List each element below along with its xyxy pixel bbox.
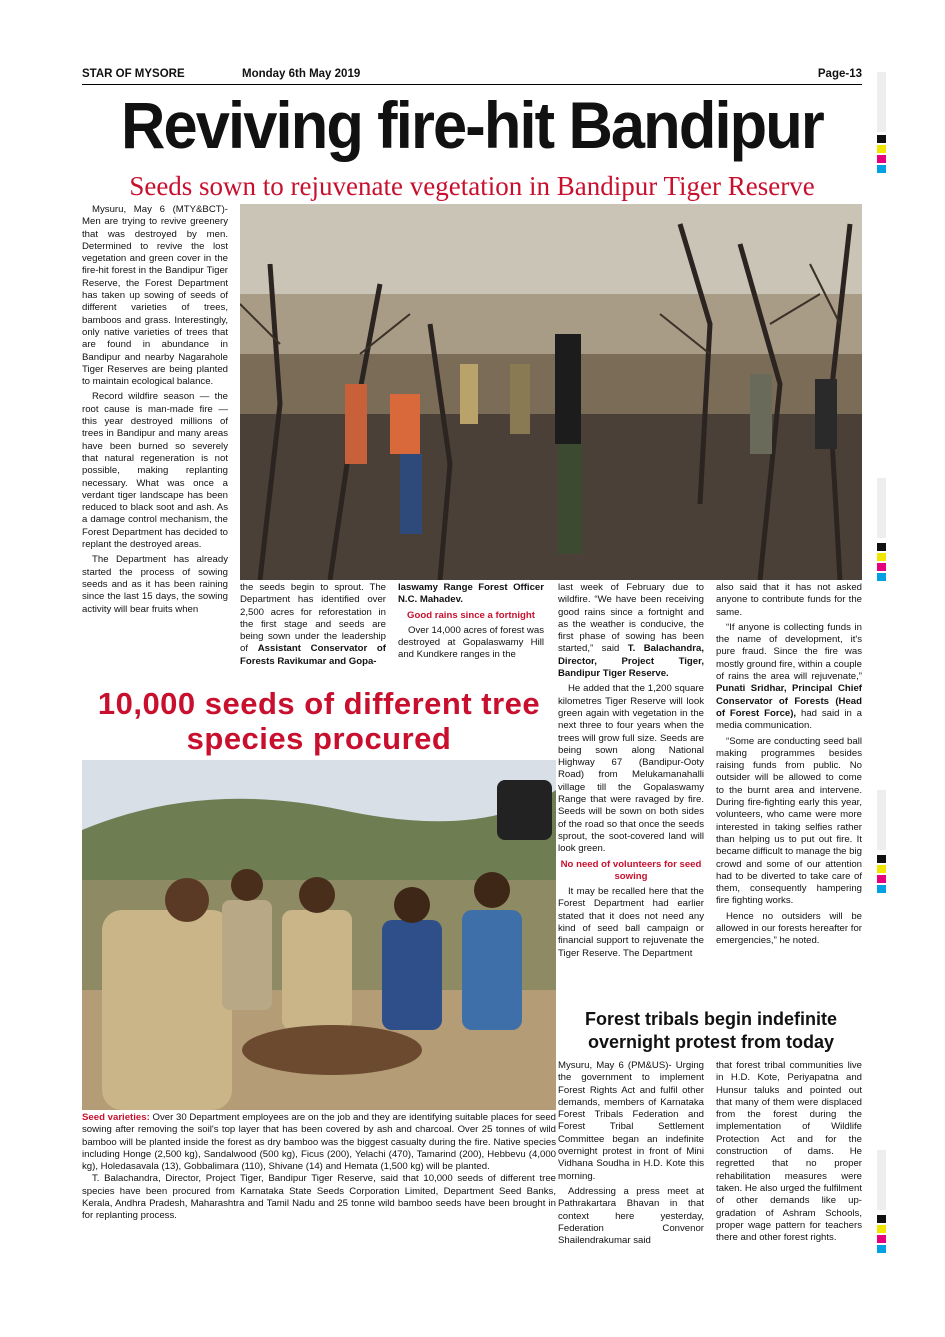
- tribal-column-1: [558, 1060, 704, 1250]
- photo-caption: [82, 1112, 556, 1223]
- article-paragraph: laswamy Range Forest Officer N.C. Mahadev.: [398, 582, 544, 606]
- sub-headline: Seeds sown to rejuvenate vegetation in Bandipur Tiger Reserve: [129, 171, 815, 201]
- article-paragraph: that forest tribal communities live in H.D. Kote, Periyapatna and Hunsur taluks and pointed out that many of them were displaced from the forest during the implementation of Wildlife Protection Act and for the construction of dams. He regretted that no proper rehabilitation measures were taken. He also urged the fulfilment of other demands like up-gradation of Ashram Schools, proper wage pattern for teachers there and other forest rights.: [716, 1060, 862, 1244]
- registration-bar: [877, 553, 886, 561]
- registration-bar: [877, 1215, 886, 1223]
- registration-bar: [877, 875, 886, 883]
- registration-bar: [877, 563, 886, 571]
- article-column-4: [558, 582, 704, 963]
- issue-date: Monday 6th May 2019: [242, 68, 361, 80]
- registration-bar: [877, 1245, 886, 1253]
- article-paragraph: also said that it has not asked anyone to contribute funds for the same.: [716, 582, 862, 618]
- registration-bar: [877, 855, 886, 863]
- article-column-1: [82, 204, 228, 619]
- registration-bar: [877, 165, 886, 173]
- registration-bar: [877, 790, 886, 850]
- registration-bar: [877, 1150, 886, 1210]
- registration-bar: [877, 478, 886, 538]
- article-column-5: [716, 582, 862, 951]
- burnt-forest-illustration: [240, 204, 862, 580]
- article-paragraph: last week of February due to wildfire. “We have been receiving good rains since a fortnight and as the weather is conducive, the first phase of sowing has been started,” said T. Balachandra, Director, Project Tiger, Bandipur Tiger Reserve.: [558, 582, 704, 680]
- article-column-2: [240, 582, 386, 671]
- registration-bar: [877, 155, 886, 163]
- second-headline: 10,000 seeds of different tree species procured: [97, 686, 541, 756]
- main-headline: Reviving fire-hit Bandipur: [121, 88, 823, 162]
- article-paragraph: Mysuru, May 6 (PM&US)- Urging the government to implement Forest Rights Act and fulfil other demands, members of Karnataka Forest Tribals Federation and Forest Tribal Settlement Committee began an indefinite overnight protest in front of Mini Vidhana Soudha in H.D. Kote this morning.: [558, 1060, 704, 1182]
- registration-bar: [877, 865, 886, 873]
- article-paragraph: the seeds begin to sprout. The Department has identified over 2,500 acres for reforestation in the first stage and seeds are being sown under the leadership of Assistant Conservator of Forests Ravikumar and Gopa-: [240, 582, 386, 667]
- article-paragraph: “If anyone is collecting funds in the name of development, it's pure fraud. Since the fire was mostly ground fire, within a couple of rains the area will rejuvenate,” Punati Sridhar, Principal Chief Conservator of Forests (Head of Forest Force), had said in a media communication.: [716, 621, 862, 732]
- registration-bar: [877, 1235, 886, 1243]
- caption-label: Seed varieties:: [82, 1112, 150, 1123]
- forest-workers-photo: [240, 204, 862, 580]
- article-paragraph: Addressing a press meet at Pathrakartara Bhavan in that context here yesterday, Federation Convenor Shailendrakumar said: [558, 1185, 704, 1247]
- page-number: Page-13: [817, 68, 862, 80]
- article-column-3: [398, 582, 544, 665]
- sub-heading: Good rains since a fortnight: [407, 609, 535, 621]
- article-paragraph: “Some are conducting seed ball making programmes besides raising funds from public. No outsider will be allowed to come to the burnt area and intervene. During fire-fighting early this year, volunteers, who came were more interested in taking selfies rather than helping us to put out fire. It became difficult to manage the big crowd and some of our attention had to be diverted to take care of them, consequently hampering fire fighting works.: [716, 735, 862, 907]
- article-paragraph: Mysuru, May 6 (MTY&BCT)- Men are trying to revive greenery that was destroyed by men. Determined to revive the lost vegetation and green cover in the fire-hit forest in the Bandipur Tiger Reserve, the Forest Department has taken up sowing of seeds of different varieties of trees, bamboos and grass. Interestingly, only native varieties of trees that are found in abundance in Bandipur and nearby Nagarahole Tiger Reserves are being planted to maintain ecological balance.: [82, 204, 228, 388]
- article-paragraph: He added that the 1,200 square kilometres Tiger Reserve will look green again with vegetation in the next three to four years when the trees will grow full size. Seeds are being sown along National Highway 67 (Bandipur-Ooty Road) from Melukamanahalli village till the Gopalaswamy Range that were ravaged by fire. Seeds will be sown on both sides of the road so that once the seeds sprout, the soot-covered land will look green.: [558, 683, 704, 855]
- masthead: [82, 68, 862, 85]
- caption-text: Seed varieties: Over 30 Department employees are on the job and they are identifying suitable places for seed sowing after removing the soil's top layer that has been covered by ash and charcoal. Over 25 tonnes of wild bamboo will be planted inside the forest as dry bamboo was the biggest casualty during the fire. Native species including Honge (2,500 kg), Sandalwood (500 kg), Ficus (200), Yelachi (470), Tamarind (200), Hebbevu (4,000 kg), Holedasavala (13), Gobbalimara (110), Shivane (14) and Hemata (1,500 kg) will be planted.: [82, 1112, 557, 1173]
- article-paragraph: Over 14,000 acres of forest was destroyed at Gopalaswamy Hill and Kundkere ranges in the: [398, 624, 544, 661]
- tribal-headline: Forest tribals begin indefinite overnight protest from today: [584, 1009, 838, 1052]
- caption-paragraph: T. Balachandra, Director, Project Tiger, Bandipur Tiger Reserve, said that 10,000 seeds of different tree species have been procured from Karnataka State Seeds Corporation Limited, Department Seed Banks, Kerala, Andhra Pradesh, Maharashtra and Tamil Nadu and 25 tonne wild bamboo seeds have been brought in for replanting process.: [82, 1173, 556, 1222]
- registration-bar: [877, 135, 886, 143]
- article-paragraph: It may be recalled here that the Forest Department had earlier stated that it does not need any kind of seed ball campaign or financial support to rejuvenate the Tiger Reserve. The Department: [558, 886, 704, 959]
- registration-bar: [877, 573, 886, 581]
- article-paragraph: Record wildfire season — the root cause is man-made fire — this year destroyed millions of trees in Bandipur and many areas have been burned so severely that natural regeneration is not possible, making replanting necessary. What was once a verdant tiger landscape has been reduced to black soot and ash. As a damage control mechanism, the Forest Department has decided to replant the destroyed areas.: [82, 391, 228, 551]
- bold-name: Assistant Conservator of Forests Ravikumar and Gopa-: [240, 643, 386, 667]
- officials-illustration: [82, 760, 556, 1110]
- registration-bar: [877, 72, 886, 132]
- registration-bar: [877, 543, 886, 551]
- registration-bar: [877, 145, 886, 153]
- officials-seeds-photo: [82, 760, 556, 1110]
- article-paragraph: Hence no outsiders will be allowed in our forests hereafter for emergencies,” he noted.: [716, 910, 862, 947]
- article-paragraph: The Department has already started the process of sowing seeds and as it has been raining since the last 15 days, the sowing activity will bear fruits when: [82, 554, 228, 615]
- sub-heading: No need of volunteers for seed sowing: [560, 858, 702, 882]
- registration-bar: [877, 885, 886, 893]
- tribal-column-2: [716, 1060, 862, 1247]
- registration-bar: [877, 1225, 886, 1233]
- paper-name: STAR OF MYSORE: [82, 68, 185, 80]
